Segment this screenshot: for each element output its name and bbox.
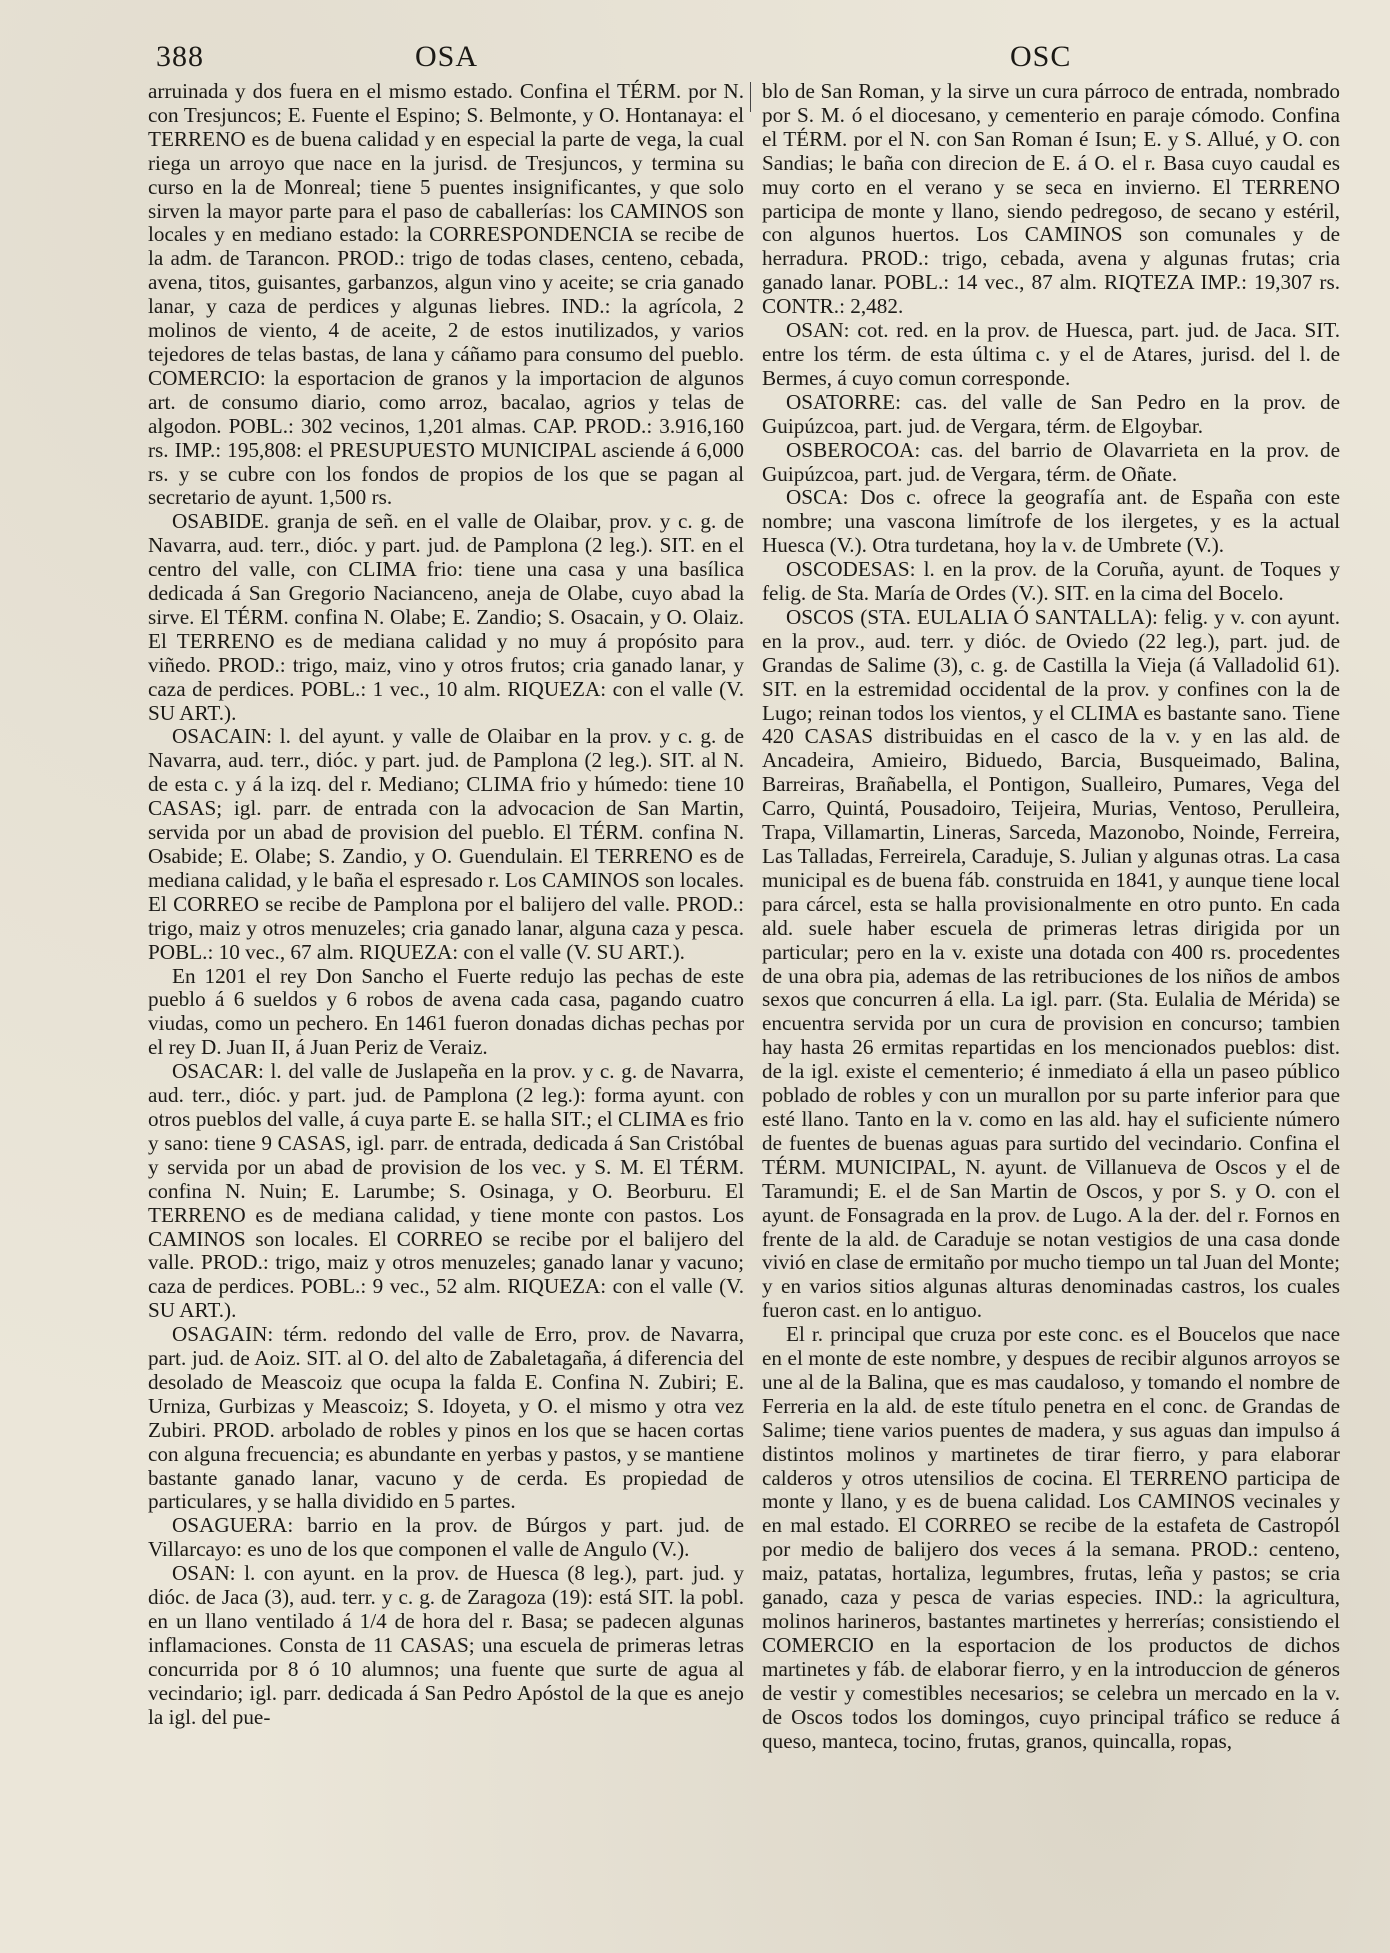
entry-osberocoa: OSBEROCOA: cas. del barrio de Olavarrieta en la prov. de Guipúzcoa, part. jud. de Vergara, térm. de Oñate. bbox=[762, 437, 1340, 486]
entry-oscos-river: El r. principal que cruza por este conc. es el Boucelos que nace en el monte de este nombre, y despues de recibir algunos arroyos se une al de la Balina, que es mas caudaloso, y tomando el nombre de Ferreria en la ald. de este título penetra en el conc. de Grandas de Salime; tiene varios puentes de madera, y sus aguas dan impulso á distintos molinos y martinetes de tirar fierro, y para elaborar calderos y otros utensilios de cocina. El TERRENO participa de monte y llano, y es de buena calidad. Los CAMINOS vecinales y en mal estado. El CORREO se recibe de la estafeta de Castropól por medio de balijero dos veces á la semana. PROD.: centeno, maiz, patatas, hortaliza, legumbres, frutas, leña y pastos; se cria ganado, caza y pesca de varias especies. IND.: la agricultura, molinos harineros, bastantes martinetes y herrerías; consistiendo el COMERCIO en la esportacion de los productos de dichos martinetes y fáb. de elaborar fierro, y en la introduccion de géneros de vestir y comestibles necesarios; se celebra un mercado en la v. de Oscos todos los domingos, cuyo principal tráfico se reduce á queso, manteca, tocino, frutas, granos, quincalla, ropas, bbox=[762, 1322, 1340, 1753]
entry-osan: OSAN: l. con ayunt. en la prov. de Huesca (8 leg.), part. jud. y dióc. de Jaca (3), aud. terr. y c. g. de Zaragoza (19): está SIT. la pobl. en un llano ventilado á 1/4 de hora del r. Basa; se padecen algunas inflamaciones. Consta de 11 CASAS; una escuela de primeras letras concurrida por 8 ó 10 alumnos; una fuente que surte de agua al vecindario; igl. parr. dedicada á San Pedro Apóstol de la que es anejo la igl. del pue- bbox=[148, 1561, 744, 1729]
page-header bbox=[150, 40, 1340, 80]
entry-osagain: OSAGAIN: térm. redondo del valle de Erro, prov. de Navarra, part. jud. de Aoiz. SIT. al O. del alto de Zabaletagaña, á diferencia del desolado de Meascoiz que ocupa la falda E. Confina N. Zubiri; E. Urniza, Gurbizas y Meascoiz; S. Idoyeta, y O. el mismo y otra vez Zubiri. PROD. arbolado de robles y pinos en los que se hacen cortas con alguna frecuencia; es abundante en yerbas y pastos, y se mantiene bastante ganado lanar, vacuno y de cerda. Es propiedad de particulares, y se halla dividido en 5 partes. bbox=[148, 1322, 744, 1514]
running-head-left: OSA bbox=[415, 40, 479, 73]
page-number: 388 bbox=[156, 40, 204, 73]
entry-osca: OSCA: Dos c. ofrece la geografía ant. de España con este nombre; una vascona limítrofe de los ilergetes, y es la actual Huesca (V.). Otra turdetana, hoy la v. de Umbrete (V.). bbox=[762, 485, 1340, 558]
entry-osan-continued: blo de San Roman, y la sirve un cura párroco de entrada, nombrado por S. M. ó el diocesano, y cementerio en paraje cómodo. Confina el TÉRM. por el N. con San Roman é Isun; E. y S. Allué, y O. con Sandias; le baña con direcion de E. á O. el r. Basa cuyo caudal es muy corto en el verano y se seca en invierno. El TERRENO participa de monte y llano, siendo pedregoso, de secano y estéril, con algunos huertos. Los CAMINOS son comunales y de herradura. PROD.: trigo, cebada, avena y algunas frutas; cria ganado lanar. POBL.: 14 vec., 87 alm. RIQTEZA IMP.: 19,307 rs. CONTR.: 2,482. bbox=[762, 79, 1340, 319]
left-column bbox=[148, 80, 744, 1730]
entry-osaguera: OSAGUERA: barrio en la prov. de Búrgos y part. jud. de Villarcayo: es uno de los que componen el valle de Angulo (V.). bbox=[148, 1513, 744, 1562]
entry-oscodesas: OSCODESAS: l. en la prov. de la Coruña, ayunt. de Toques y felig. de Sta. María de Ordes (V.). SIT. en la cima del Bocelo. bbox=[762, 557, 1340, 606]
entry-osacain-history: En 1201 el rey Don Sancho el Fuerte redujo las pechas de este pueblo á 6 sueldos y 6 robos de avena cada casa, pagando cuatro viudas, como un pechero. En 1461 fueron donadas dichas pechas por el rey D. Juan II, á Juan Periz de Veraiz. bbox=[148, 963, 744, 1060]
entry-osan-coto: OSAN: cot. red. en la prov. de Huesca, part. jud. de Jaca. SIT. entre los térm. de esta última c. y el de Atares, jurisd. del l. de Bermes, á cuyo comun corresponde. bbox=[762, 318, 1340, 390]
column-rule bbox=[750, 82, 751, 112]
entry-osabide: OSABIDE. granja de señ. en el valle de Olaibar, prov. y c. g. de Navarra, aud. terr., dióc. y part. jud. de Pamplona (2 leg.). SIT. en el centro del valle, con CLIMA frio: tiene una casa y una basílica dedicada á San Gregorio Nacianceno, aneja de Olabe, cuyo abad la sirve. El TÉRM. confina N. Olabe; E. Zandio; S. Osacain, y O. Olaiz. El TERRENO es de mediana calidad y no muy á propósito para viñedo. PROD.: trigo, maiz, vino y otros frutos; cria ganado lanar, y caza de perdices. POBL.: 1 vec., 10 alm. RIQUEZA: con el valle (V. SU ART.). bbox=[148, 509, 744, 725]
entry-paragraph: arruinada y dos fuera en el mismo estado. Confina el TÉRM. por N. con Tresjuncos; E. Fuente el Espino; S. Belmonte, y O. Hontanaya: el TERRENO es de buena calidad y en especial la parte de vega, la cual riega un arroyo que nace en la jurisd. de Tresjuncos, y termina su curso en la de Monreal; tiene 5 puentes insignificantes, y que solo sirven la mayor parte para el paso de caballerías: los CAMINOS son locales y en mediano estado: la CORRESPONDENCIA se recibe de la adm. de Tarancon. PROD.: trigo de todas clases, centeno, cebada, avena, titos, guisantes, garbanzos, algun vino y aceite; se cria ganado lanar, y caza de perdices y algunas liebres. IND.: la agrícola, 2 molinos de viento, 4 de aceite, 2 de estos inutilizados, y varios tejedores de telas bastas, de lana y cáñamo para consumo del pueblo. COMERCIO: la esportacion de granos y la importacion de algunos art. de consumo diario, como arroz, bacalao, agrios y telas de algodon. POBL.: 302 vecinos, 1,201 almas. CAP. PROD.: 3.916,160 rs. IMP.: 195,808: el PRESUPUESTO MUNICIPAL asciende á 6,000 rs. y se cubre con los fondos de propios de los que se pagan al secretario de ayunt. 1,500 rs. bbox=[148, 79, 744, 510]
entry-osatorre: OSATORRE: cas. del valle de San Pedro en la prov. de Guipúzcoa, part. jud. de Vergara, térm. de Elgoybar. bbox=[762, 389, 1340, 438]
right-column bbox=[762, 80, 1340, 1753]
running-head-right: OSC bbox=[1010, 40, 1072, 73]
entry-oscos: OSCOS (STA. EULALIA Ó SANTALLA): felig. y v. con ayunt. en la prov., aud. terr. y dióc. de Oviedo (22 leg.), part. jud. de Grandas de Salime (3), c. g. de Castilla la Vieja (á Valladolid 61). SIT. en la estremidad occidental de la prov. y confines con la de Lugo; reinan todos los vientos, y el CLIMA es bastante sano. Tiene 420 CASAS distribuidas en el casco de la v. y en las ald. de Ancadeira, Amieiro, Biduedo, Barcia, Busqueimado, Balina, Barreiras, Brañabella, el Pontigon, Sualleiro, Pumares, Vega del Carro, Quintá, Pousadoiro, Teijeira, Murias, Ventoso, Perulleira, Trapa, Villamartin, Lineras, Sarceda, Mazonobo, Noinde, Ferreira, Las Talladas, Ferreirela, Caraduje, S. Julian y algunas otras. La casa municipal es de buena fáb. construida en 1841, y aunque tiene local para cárcel, esta se halla provisionalmente en otro punto. En cada ald. suele haber escuela de primeras letras dirigida por un particular; pero en la v. existe una dotada con 400 rs. procedentes de una obra pia, ademas de las retribuciones de los niños de ambos sexos que concurren á ella. La igl. parr. (Sta. Eulalia de Mérida) se encuentra servida por un cura de provision en concurso; tambien hay hasta 26 ermitas repartidas en los mencionados pueblos: dist. de la igl. existe el cementerio; é inmediato á ella un paseo público poblado de robles y con un murallon por su parte inferior para que esté llano. Tanto en la v. como en las ald. hay el suficiente número de fuentes de buenas aguas para surtido del vecindario. Confina el TÉRM. MUNICIPAL, N. ayunt. de Villanueva de Oscos y el de Taramundi; E. el de San Martin de Oscos, y por S. y O. con el ayunt. de Fonsagrada en la prov. de Lugo. A la der. del r. Fornos en frente de la ald. de Caraduje se notan vestigios de una casa donde vivió en clase de ermitaño por mucho tiempo un tal Juan del Monte; y en varios sitios algunas alturas denominadas castros, los cuales fueron cast. en lo antiguo. bbox=[762, 604, 1340, 1323]
entry-osacain: OSACAIN: l. del ayunt. y valle de Olaibar en la prov. y c. g. de Navarra, aud. terr., dióc. y part. jud. de Pamplona (2 leg.). SIT. al N. de esta c. y á la izq. del r. Mediano; CLIMA frio y húmedo: tiene 10 CASAS; igl. parr. de entrada con la advocacion de San Martin, servida por un abad de provision del pueblo. El TÉRM. confina N. Osabide; E. Olabe; S. Zandio, y O. Guendulain. El TERRENO es de mediana calidad, y le baña el espresado r. Los CAMINOS son locales. El CORREO se recibe de Pamplona por el balijero del valle. PROD.: trigo, maiz y otros menuzeles; cria ganado lanar, alguna caza y pesca. POBL.: 10 vec., 67 alm. RIQUEZA: con el valle (V. SU ART.). bbox=[148, 724, 744, 964]
entry-osacar: OSACAR: l. del valle de Juslapeña en la prov. y c. g. de Navarra, aud. terr., dióc. y part. jud. de Pamplona (2 leg.): forma ayunt. con otros pueblos del valle, á cuya parte E. se halla SIT.; el CLIMA es frio y sano: tiene 9 CASAS, igl. parr. de entrada, dedicada á San Cristóbal y servida por un abad de provision de los vec. y S. M. El TÉRM. confina N. Nuin; E. Larumbe; S. Osinaga, y O. Beorburu. El TERRENO es de mediana calidad, y tiene monte con pastos. Los CAMINOS son locales. El CORREO se recibe por el balijero del valle. PROD.: trigo, maiz y otros menuzeles; ganado lanar y vacuno; caza de perdices. POBL.: 9 vec., 52 alm. RIQUEZA: con el valle (V. SU ART.). bbox=[148, 1059, 744, 1323]
